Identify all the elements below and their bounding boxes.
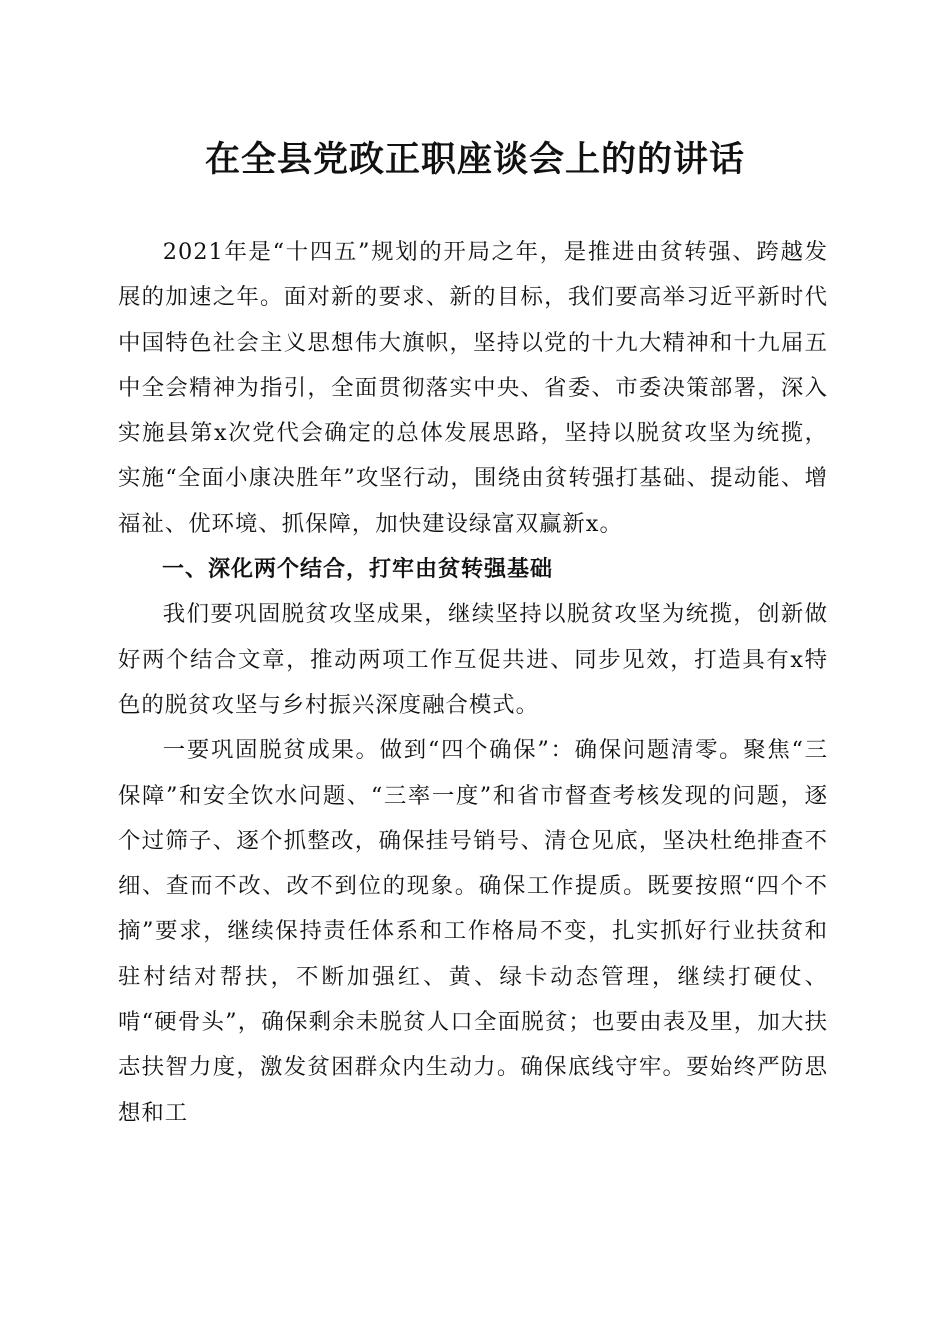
document-body [118,230,828,1136]
section-1-paragraph-2: 一要巩固脱贫成果。做到“四个确保”：确保问题清零。聚焦“三保障”和安全饮水问题、“三率一度”和省市督查考核发现的问题，逐个过筛子、逐个抓整改，确保挂号销号、清仓见底，坚决杜绝排查不细、查而不改、改不到位的现象。确保工作提质。既要按照“四个不摘”要求，继续保持责任体系和工作格局不变，扎实抓好行业扶贫和驻村结对帮扶，不断加强红、黄、绿卡动态管理，继续打硬仗、啃“硬骨头”，确保剩余未脱贫人口全面脱贫；也要由表及里，加大扶志扶智力度，激发贫困群众内生动力。确保底线守牢。要始终严防思想和工 [118,737,828,1126]
section-1-paragraph-1: 我们要巩固脱贫攻坚成果，继续坚持以脱贫攻坚为统揽，创新做好两个结合文章，推动两项工作互促共进、同步见效，打造具有x特色的脱贫攻坚与乡村振兴深度融合模式。 [118,601,828,718]
document-title: 在全县党政正职座谈会上的的讲话 [204,139,745,180]
section-heading-1: 一、深化两个结合，打牢由贫转强基础 [162,557,554,583]
intro-paragraph: 2021年是“十四五”规划的开局之年，是推进由贫转强、跨越发展的加速之年。面对新的要求、新的目标，我们要高举习近平新时代中国特色社会主义思想伟大旗帜，坚持以党的十九大精神和十九届五中全会精神为指引，全面贯彻落实中央、省委、市委决策部署，深入实施县第x次党代会确定的总体发展思路，坚持以脱贫攻坚为统揽，实施“全面小康决胜年”攻坚行动，围绕由贫转强打基础、提动能、增福祉、优环境、抓保障，加快建设绿富双赢新x。 [118,239,828,537]
